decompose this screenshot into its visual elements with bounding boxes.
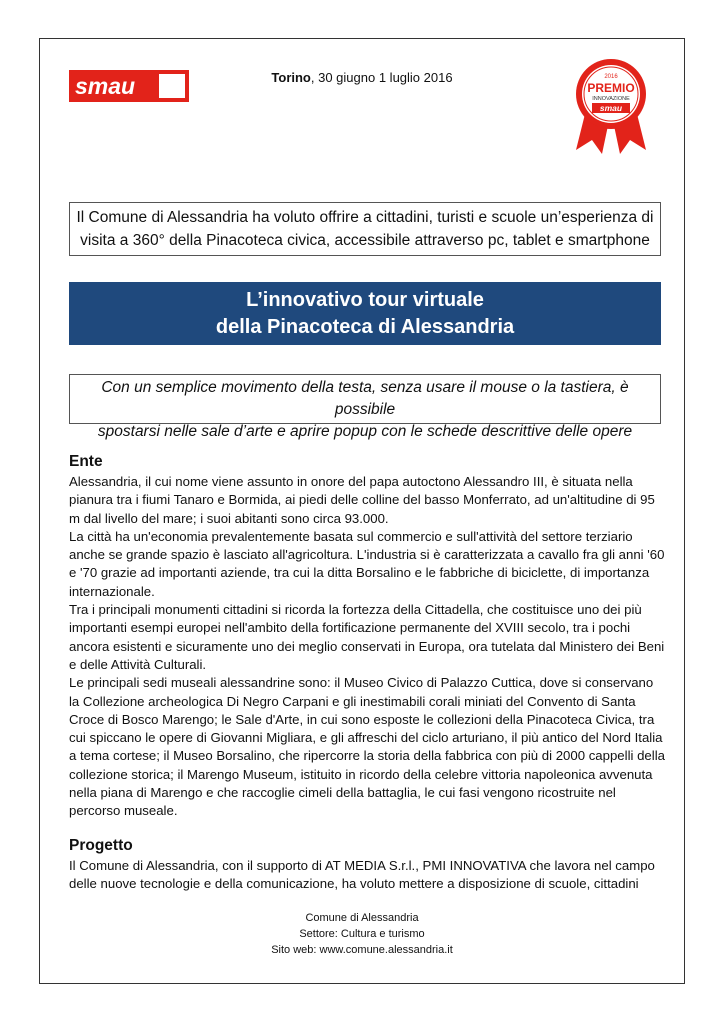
- svg-text:smau: smau: [75, 73, 136, 99]
- ente-paragraph: Le principali sedi museali alessandrine sono: il Museo Civico di Palazzo Cuttica, dove si conservano la Collezione archeologica Di Negro Carpani e gli inestimabili corali miniati del Convento di Santa Croce di Bosco Marengo; le Sale d'Arte, in cui sono esposte le collezioni della Pinacoteca Civica, tra cui spiccano le opere di Giovanni Migliara, e gli affreschi del ciclo arturiano, il più antico del Nord Italia a tema cortese; il Museo Borsalino, che ripercorre la storia della fabbrica con più di 2000 cappelli della collezione storica; il Marengo Museum, istituito in ricordo della celebre vittoria napoleonica avvenuta nella piana di Marengo e che raccoglie cimeli della battaglia, le cui fasi vengono ricostruite nel percorso museale.: [69, 675, 665, 819]
- subtitle-line-1: Con un semplice movimento della testa, senza usare il mouse o la tastiera, è possibile: [101, 379, 629, 418]
- award-badge: [572, 58, 650, 154]
- subtitle-box: [69, 374, 661, 440]
- body-content: [69, 452, 665, 893]
- svg-text:PREMIO: PREMIO: [587, 81, 635, 95]
- footer-website: Sito web: www.comune.alessandria.it: [271, 944, 453, 956]
- svg-text:smau: smau: [599, 103, 623, 113]
- banner-title-line-2: della Pinacoteca di Alessandria: [215, 316, 515, 338]
- intro-box: [69, 202, 661, 256]
- section-heading-ente: Ente: [69, 453, 103, 470]
- title-banner: [69, 282, 661, 345]
- progetto-paragraph: Il Comune di Alessandria, con il supporto di AT MEDIA S.r.l., PMI INNOVATIVA che lavora nel campo delle nuove tecnologie e della comunicazione, ha voluto mettere a disposizione di scuole, cittadini: [69, 857, 655, 891]
- ente-paragraph: Tra i principali monumenti cittadini si ricorda la fortezza della Cittadella, che costituisce uno dei più importanti esempi europei nell'ambito della fortificazione permanente del XVIII secolo, tra i pochi ancora esistenti e sicuramente uno dei meglio conservati in Europa, ora tutelata dal Ministero dei Beni e delle Attività Culturali.: [69, 602, 665, 672]
- svg-text:INNOVAZIONE: INNOVAZIONE: [592, 96, 630, 102]
- section-heading-progetto: Progetto: [69, 836, 133, 854]
- ente-paragraph: La città ha un'economia prevalentemente basata sul commercio e sull'attività del settore terziario anche se grande spazio è lasciato all'agricoltura. L'industria si è caratterizzata a cavallo fra gli anni '60 e '70 grazie ad importanti aziende, tra cui la ditta Borsalino e le fabbriche di biciclette, di importanza internazionale.: [69, 528, 665, 599]
- intro-line-1: Il Comune di Alessandria ha voluto offrire a cittadini, turisti e scuole un’esperienza di: [76, 209, 654, 226]
- subtitle-line-2: spostarsi nelle sale d’arte e aprire popup con le schede descrittive delle opere: [97, 423, 633, 440]
- svg-text:2016: 2016: [604, 74, 618, 80]
- banner-title-line-1: L’innovativo tour virtuale: [246, 289, 484, 311]
- ente-paragraph: Alessandria, il cui nome viene assunto in onore del papa autoctono Alessandro III, è situata nella pianura tra i fiumi Tanaro e Bormida, ai piedi delle colline del basso Monferrato, ad un'altitudine di 95 m dal livello del mare; i suoi abitanti sono circa 93.000.: [69, 474, 655, 526]
- footer-org: Comune di Alessandria: [305, 912, 419, 924]
- footer-sector: Settore: Cultura e turismo: [299, 928, 425, 940]
- intro-line-2: visita a 360° della Pinacoteca civica, accessibile attraverso pc, tablet e smartphone: [80, 232, 650, 249]
- footer: [0, 910, 724, 958]
- event-date: Torino, 30 giugno 1 luglio 2016: [271, 70, 453, 85]
